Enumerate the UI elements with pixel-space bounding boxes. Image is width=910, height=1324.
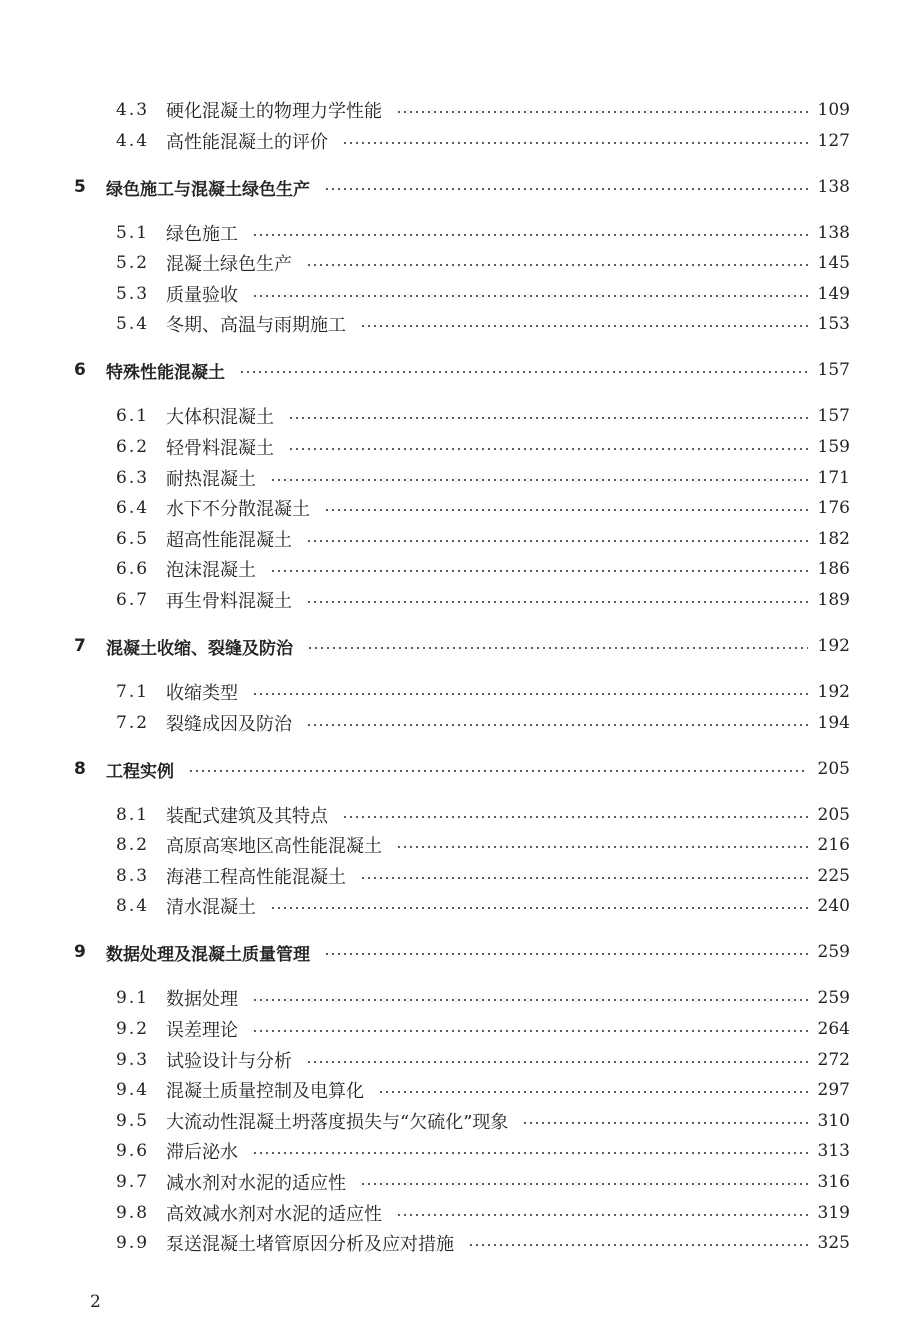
page-ref: 192 <box>817 636 850 656</box>
section-title: 误差理论 <box>166 1020 238 1041</box>
dot-leader <box>306 724 808 726</box>
page-ref: 194 <box>817 713 850 733</box>
dot-leader <box>396 111 808 113</box>
page-ref: 297 <box>817 1080 850 1100</box>
section-title: 高原高寒地区高性能混凝土 <box>166 836 382 857</box>
page-ref: 259 <box>817 988 850 1008</box>
toc-section-row[interactable] <box>116 95 850 125</box>
dot-leader <box>288 448 808 450</box>
dot-leader <box>522 1122 807 1124</box>
dot-leader <box>342 816 808 818</box>
section-number: 9.2 <box>116 1019 150 1039</box>
toc-section-row[interactable] <box>116 1228 850 1258</box>
section-title: 混凝土绿色生产 <box>166 254 292 275</box>
dot-leader <box>306 264 808 266</box>
section-number: 9.7 <box>116 1172 150 1192</box>
section-title: 水下不分散混凝土 <box>166 499 310 520</box>
section-title: 泡沫混凝土 <box>166 560 256 581</box>
page-ref: 138 <box>817 223 850 243</box>
section-title: 冬期、高温与雨期施工 <box>166 315 346 336</box>
toc-section-row[interactable] <box>116 585 850 615</box>
dot-leader <box>188 770 808 772</box>
toc-section-row[interactable] <box>116 432 850 462</box>
toc-chapter-row[interactable] <box>74 754 850 784</box>
section-title: 减水剂对水泥的适应性 <box>166 1173 346 1194</box>
dot-leader <box>360 877 808 879</box>
page-ref: 159 <box>817 437 850 457</box>
dot-leader <box>306 601 808 603</box>
dot-leader <box>396 846 808 848</box>
page-ref: 313 <box>817 1141 850 1161</box>
page-ref: 259 <box>817 942 850 962</box>
toc-section-row[interactable] <box>116 126 850 156</box>
chapter-number: 6 <box>74 360 86 380</box>
toc-section-row[interactable] <box>116 1198 850 1228</box>
chapter-number: 7 <box>74 636 86 656</box>
page-ref: 176 <box>817 498 850 518</box>
section-number: 5.1 <box>116 223 150 243</box>
chapter-title: 数据处理及混凝土质量管理 <box>106 944 310 965</box>
page-ref: 205 <box>817 805 850 825</box>
dot-leader <box>342 142 808 144</box>
page-ref: 264 <box>817 1019 850 1039</box>
page-ref: 145 <box>817 253 850 273</box>
section-number: 9.9 <box>116 1233 150 1253</box>
page-ref: 192 <box>817 682 850 702</box>
section-title: 质量验收 <box>166 285 238 306</box>
chapter-number: 9 <box>74 942 86 962</box>
section-number: 4.4 <box>116 131 150 151</box>
page-number: 2 <box>90 1292 101 1312</box>
page-ref: 171 <box>817 468 850 488</box>
page-ref: 109 <box>817 100 850 120</box>
dot-leader <box>360 1183 808 1185</box>
dot-leader <box>270 479 808 481</box>
chapter-number: 5 <box>74 177 86 197</box>
section-title: 高效减水剂对水泥的适应性 <box>166 1204 382 1225</box>
section-title: 轻骨料混凝土 <box>166 438 274 459</box>
section-title: 收缩类型 <box>166 683 238 704</box>
section-number: 8.4 <box>116 896 150 916</box>
section-number: 9.3 <box>116 1050 150 1070</box>
section-number: 6.7 <box>116 590 150 610</box>
section-number: 7.1 <box>116 682 150 702</box>
toc-chapter-row[interactable] <box>74 355 850 385</box>
section-title: 混凝土质量控制及电算化 <box>166 1081 364 1102</box>
section-title: 高性能混凝土的评价 <box>166 132 328 153</box>
page-ref: 316 <box>817 1172 850 1192</box>
page-ref: 186 <box>817 559 850 579</box>
section-title: 试验设计与分析 <box>166 1051 292 1072</box>
section-number: 6.6 <box>116 559 150 579</box>
toc-section-row[interactable] <box>116 1075 850 1105</box>
toc-chapter-row[interactable] <box>74 172 850 202</box>
dot-leader <box>288 417 808 419</box>
toc-section-row[interactable] <box>116 891 850 921</box>
page-ref: 189 <box>817 590 850 610</box>
page-ref: 182 <box>817 529 850 549</box>
section-number: 8.1 <box>116 805 150 825</box>
dot-leader <box>324 188 808 190</box>
page-ref: 240 <box>817 896 850 916</box>
dot-leader <box>252 234 808 236</box>
toc-section-row[interactable] <box>116 1136 850 1166</box>
toc-section-row[interactable] <box>116 401 850 431</box>
section-title: 绿色施工 <box>166 224 238 245</box>
dot-leader <box>396 1214 808 1216</box>
section-number: 4.3 <box>116 100 150 120</box>
section-title: 装配式建筑及其特点 <box>166 806 328 827</box>
section-title: 再生骨料混凝土 <box>166 591 292 612</box>
toc-section-row[interactable] <box>116 279 850 309</box>
section-title: 裂缝成因及防治 <box>166 714 292 735</box>
section-title: 清水混凝土 <box>166 897 256 918</box>
toc-section-row[interactable] <box>116 800 850 830</box>
section-number: 8.2 <box>116 835 150 855</box>
toc-section-row[interactable] <box>116 309 850 339</box>
toc-section-row[interactable] <box>116 1045 850 1075</box>
section-number: 9.6 <box>116 1141 150 1161</box>
dot-leader <box>306 1061 808 1063</box>
page-ref: 272 <box>817 1050 850 1070</box>
toc-section-row[interactable] <box>116 493 850 523</box>
chapter-title: 混凝土收缩、裂缝及防治 <box>106 638 293 659</box>
page-ref: 319 <box>817 1203 850 1223</box>
chapter-title: 绿色施工与混凝土绿色生产 <box>106 179 310 200</box>
section-title: 泵送混凝土堵管原因分析及应对措施 <box>166 1234 454 1255</box>
toc-section-row[interactable] <box>116 983 850 1013</box>
toc-section-row[interactable] <box>116 677 850 707</box>
section-number: 6.4 <box>116 498 150 518</box>
page-ref: 138 <box>817 177 850 197</box>
section-number: 6.2 <box>116 437 150 457</box>
chapter-title: 工程实例 <box>106 761 174 782</box>
section-number: 7.2 <box>116 713 150 733</box>
toc-section-row[interactable] <box>116 708 850 738</box>
toc-section-row[interactable] <box>116 830 850 860</box>
page-ref: 225 <box>817 866 850 886</box>
dot-leader <box>270 570 808 572</box>
section-number: 9.8 <box>116 1203 150 1223</box>
section-title: 硬化混凝土的物理力学性能 <box>166 101 382 122</box>
section-number: 9.4 <box>116 1080 150 1100</box>
section-title: 超高性能混凝土 <box>166 530 292 551</box>
toc-section-row[interactable] <box>116 463 850 493</box>
dot-leader <box>324 509 808 511</box>
section-title: 耐热混凝土 <box>166 469 256 490</box>
dot-leader <box>360 325 808 327</box>
toc-chapter-row[interactable] <box>74 937 850 967</box>
toc-section-row[interactable] <box>116 218 850 248</box>
chapter-number: 8 <box>74 759 86 779</box>
dot-leader <box>378 1091 808 1093</box>
dot-leader <box>252 295 808 297</box>
page-ref: 310 <box>817 1111 850 1131</box>
dot-leader <box>252 1030 808 1032</box>
dot-leader <box>252 999 808 1001</box>
dot-leader <box>306 540 808 542</box>
page-ref: 216 <box>817 835 850 855</box>
toc-section-row[interactable] <box>116 861 850 891</box>
dot-leader <box>270 907 808 909</box>
chapter-title: 特殊性能混凝土 <box>106 362 225 383</box>
section-title: 大体积混凝土 <box>166 407 274 428</box>
dot-leader <box>252 693 808 695</box>
section-number: 9.5 <box>116 1111 150 1131</box>
section-number: 5.3 <box>116 284 150 304</box>
page-ref: 127 <box>817 131 850 151</box>
dot-leader <box>239 371 808 373</box>
section-number: 5.4 <box>116 314 150 334</box>
page-ref: 157 <box>817 406 850 426</box>
toc-section-row[interactable] <box>116 1167 850 1197</box>
toc-section-row[interactable] <box>116 524 850 554</box>
section-title: 数据处理 <box>166 989 238 1010</box>
section-title: 海港工程高性能混凝土 <box>166 867 346 888</box>
section-title: 滞后泌水 <box>166 1142 238 1163</box>
page-ref: 205 <box>817 759 850 779</box>
dot-leader <box>307 647 808 649</box>
toc-section-row[interactable] <box>116 1106 850 1136</box>
dot-leader <box>252 1152 808 1154</box>
dot-leader <box>468 1244 808 1246</box>
page-ref: 153 <box>817 314 850 334</box>
section-number: 6.1 <box>116 406 150 426</box>
toc-section-row[interactable] <box>116 554 850 584</box>
page-ref: 325 <box>817 1233 850 1253</box>
section-title: 大流动性混凝土坍落度损失与“欠硫化”现象 <box>166 1112 509 1133</box>
page-ref: 149 <box>817 284 850 304</box>
dot-leader <box>324 953 808 955</box>
section-number: 9.1 <box>116 988 150 1008</box>
section-number: 5.2 <box>116 253 150 273</box>
toc-chapter-row[interactable] <box>74 631 850 661</box>
section-number: 8.3 <box>116 866 150 886</box>
section-number: 6.3 <box>116 468 150 488</box>
section-number: 6.5 <box>116 529 150 549</box>
toc-section-row[interactable] <box>116 1014 850 1044</box>
toc-section-row[interactable] <box>116 248 850 278</box>
page-ref: 157 <box>817 360 850 380</box>
